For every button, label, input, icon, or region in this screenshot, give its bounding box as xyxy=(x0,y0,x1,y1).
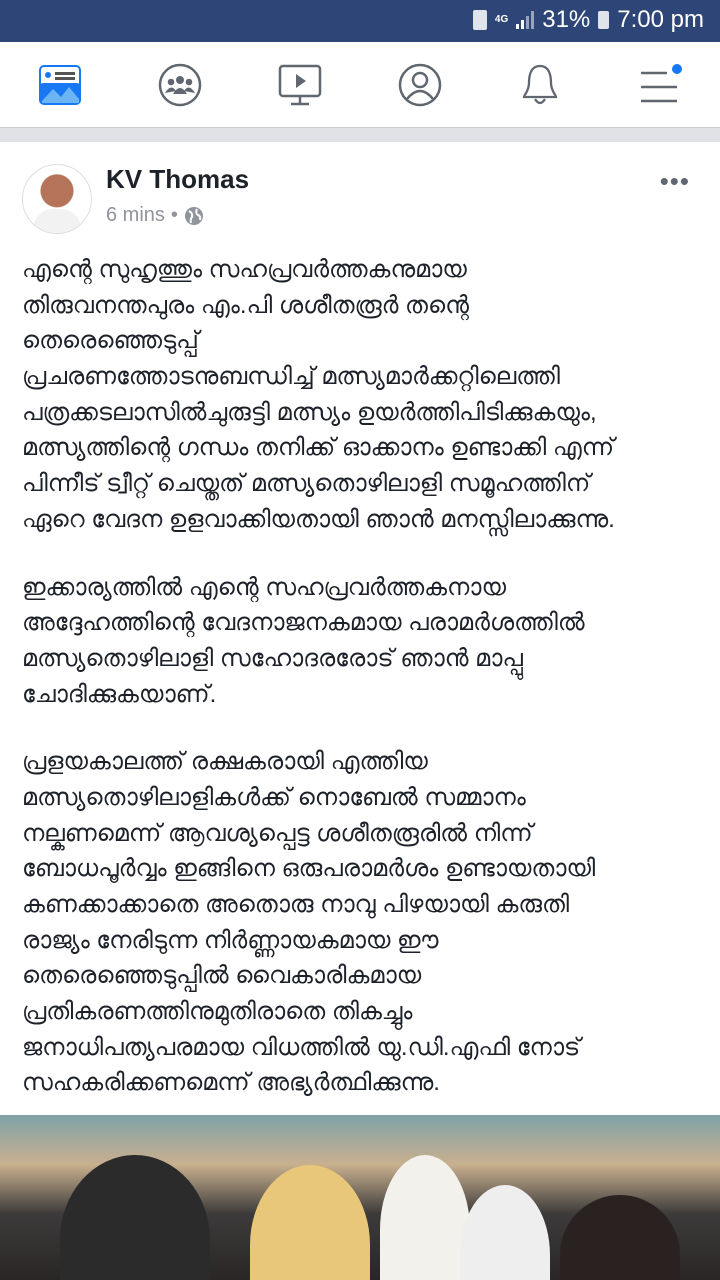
battery-saver-icon xyxy=(473,10,487,30)
post-line: നല്കണമെന്ന് ആവശ്യപ്പെട്ട ശശീതരൂരിൽ നിന്ന് xyxy=(22,819,533,847)
clock: 7:00 pm xyxy=(617,6,704,33)
post-paragraph xyxy=(22,252,712,538)
post-line: തെരെഞ്ഞെടുപ്പ് xyxy=(22,327,199,355)
groups-icon xyxy=(158,63,202,107)
post-line: പ്രചരണത്തോടനുബന്ധിച്ച് മത്സ്യമാർക്കറ്റിലെത്തി xyxy=(22,363,560,391)
avatar[interactable] xyxy=(22,164,92,234)
post-line: ഇക്കാര്യത്തിൽ എന്റെ സഹപ്രവർത്തകനായ xyxy=(22,573,506,601)
battery-icon xyxy=(598,11,609,29)
post-line: തെരെഞ്ഞെടുപ്പിൽ വൈകാരികമായ xyxy=(22,962,422,990)
post-line: പിന്നീട് ട്വീറ്റ് ചെയ്തത് മത്സ്യതൊഴിലാളി സമൂഹത്തിന് xyxy=(22,470,591,498)
post-paragraph xyxy=(22,570,712,713)
profile-icon xyxy=(398,63,442,107)
tab-profile[interactable] xyxy=(390,55,450,115)
post-paragraph xyxy=(22,744,712,1101)
post-line: സഹകരിക്കണമെന്ന് അഭ്യർത്ഥിക്കുന്നു. xyxy=(22,1069,440,1097)
tab-groups[interactable] xyxy=(150,55,210,115)
more-options-button[interactable]: ••• xyxy=(659,166,690,196)
post-line: അദ്ദേഹത്തിന്റെ വേദനാജനകമായ പരാമർശത്തിൽ xyxy=(22,609,585,637)
top-nav xyxy=(0,42,720,128)
post-line: ജനാധിപത്യപരമായ വിധത്തിൽ യു.ഡി.എഫി നോട് xyxy=(22,1033,581,1061)
post-line: പ്രളയകാലത്ത് രക്ഷകരായി എത്തിയ xyxy=(22,748,428,776)
bell-icon xyxy=(520,63,560,107)
post-line: മത്സ്യതൊഴിലാളി സഹോദരരോട് ഞാൻ മാപ്പു xyxy=(22,644,523,672)
post-line: മത്സ്യതൊഴിലാളികൾക്ക് നൊബേൽ സമ്മാനം xyxy=(22,783,526,811)
post-line: കണക്കാക്കാതെ അതൊരു നാവു പിഴയായി കരുതി xyxy=(22,891,570,918)
network-type: 4G xyxy=(494,14,509,25)
post-line: പ്രതികരണത്തിനുമുതിരാതെ തികച്ചും xyxy=(22,998,413,1026)
meta-separator: • xyxy=(170,204,178,226)
post-time[interactable]: 6 mins xyxy=(106,204,165,226)
battery-percent: 31% xyxy=(542,6,591,33)
tab-notifications[interactable] xyxy=(510,55,570,115)
post-line: രാജ്യം നേരിടുന്ന നിർണ്ണായകമായ ഈ xyxy=(22,926,439,954)
post-line: ബോധപൂർവ്വം ഇങ്ങിനെ ഒരുപരാമർശം ഉണ്ടായതായി xyxy=(22,855,596,883)
post-line: മത്സ്യത്തിന്റെ ഗന്ധം തനിക്ക് ഓക്കാനം ഉണ്ടാക്കി എന്ന് xyxy=(22,434,615,462)
video-icon xyxy=(278,64,322,106)
news-feed-icon xyxy=(39,65,81,105)
post-line: ഏറെ വേദന ഉളവാക്കിയതായി ഞാൻ മനസ്സിലാക്കുന്നു. xyxy=(22,505,615,533)
post-line: ചോദിക്കുകയാണ്. xyxy=(22,680,217,708)
author-name[interactable]: KV Thomas xyxy=(106,164,250,194)
tab-news-feed[interactable] xyxy=(30,55,90,115)
status-bar xyxy=(0,0,720,42)
tab-watch[interactable] xyxy=(270,55,330,115)
post-meta xyxy=(106,204,204,227)
post-text xyxy=(22,252,712,1133)
post-line: തിരുവനന്തപുരം എം.പി ശശീതരൂർ തന്റെ xyxy=(22,291,469,319)
tab-menu[interactable] xyxy=(630,55,690,115)
post-line: പത്രക്കടലാസിൽചുരുട്ടി മത്സ്യം ഉയർത്തിപിടിക്കുകയും, xyxy=(22,398,597,426)
notification-dot xyxy=(672,64,682,74)
post-photo[interactable] xyxy=(0,1115,720,1280)
globe-icon xyxy=(184,206,204,226)
divider xyxy=(0,128,720,142)
signal-icon xyxy=(516,11,534,29)
menu-icon xyxy=(637,63,683,107)
post-line: എന്റെ സുഹൃത്തും സഹപ്രവർത്തകനുമായ xyxy=(22,256,467,283)
